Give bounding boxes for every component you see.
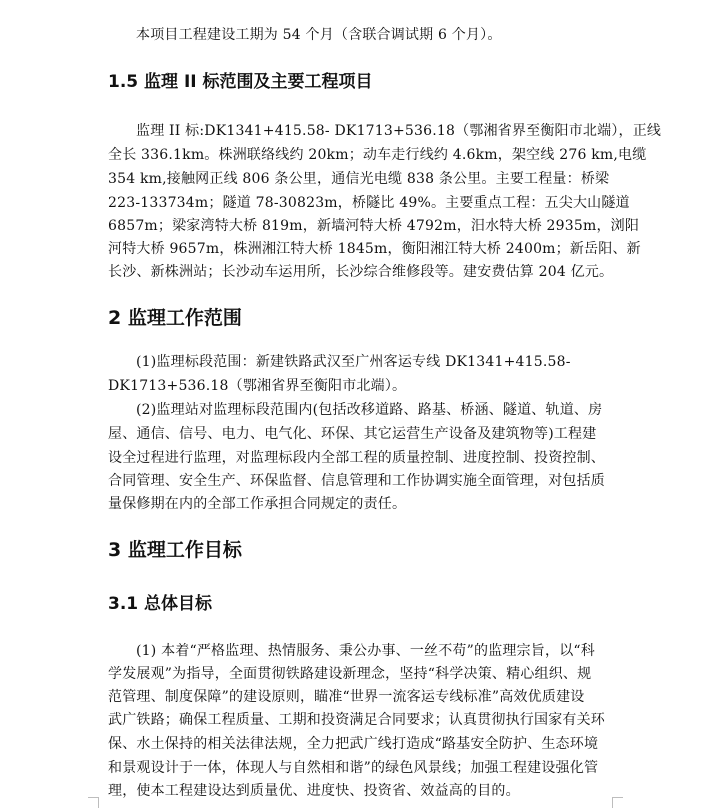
- section-heading-2: 2 监理工作范围: [108, 307, 242, 329]
- section-heading-1-5: 1.5 监理 II 标范围及主要工程项目: [108, 72, 373, 92]
- paragraph-overall-goal-line: 理，使本工程建设达到质量优、进度快、投资省、效益高的目的。: [108, 783, 520, 799]
- paragraph-overall-goal-line: 武广铁路；确保工程质量、工期和投资满足合同要求；认真贯彻执行国家有关环: [108, 712, 605, 728]
- paragraph-scope-line: 354 km,接触网正线 806 条公里，通信光电缆 838 条公里。主要工程量：桥梁: [108, 171, 610, 187]
- paragraph-overall-goal-line: (1) 本着“严格监理、热情服务、秉公办事、一丝不苟”的监理宗旨，以“科: [136, 643, 595, 659]
- paragraph-overall-goal-line: 和景观设计于一体，体现人与自然相和谐”的绿色风景线；加强工程建设强化管: [108, 760, 599, 776]
- paragraph-scope-line: 长沙、新株洲站；长沙动车运用所，长沙综合维修段等。建安费估算 204 亿元。: [108, 264, 614, 280]
- paragraph-supervision-range-line: 合同管理、安全生产、环保监督、信息管理和工作协调实施全面管理，对包括质: [108, 473, 605, 489]
- page-margin-mark-left: [88, 797, 99, 808]
- paragraph-overall-goal-line: 范管理、制度保障”的建设原则，瞄准“世界一流客运专线标准”高效优质建设: [108, 689, 585, 705]
- paragraph-supervision-range-line: 量保修期在内的全部工作承担合同规定的责任。: [108, 496, 407, 512]
- paragraph-scope-line: 223-133734m；隧道 78-30823m，桥隧比 49%。主要重点工程：五尖大山隧道: [108, 195, 630, 211]
- paragraph-scope-line: 监理 II 标:DK1341+415.58- DK1713+536.18（鄂湘省界至衡阳市北端），正线: [136, 123, 662, 139]
- paragraph-overall-goal-line: 学发展观”为指导，全面贯彻铁路建设新理念，坚持“科学决策、精心组织、规: [108, 666, 592, 682]
- paragraph-overall-goal-line: 保、水土保持的相关法律法规，全力把武广线打造成“路基安全防护、生态环境: [108, 736, 599, 752]
- paragraph-supervision-range-line: 屋、通信、信号、电力、电气化、环保、其它运营生产设备及建筑物等)工程建: [108, 426, 597, 442]
- page-margin-mark-right: [612, 797, 623, 808]
- paragraph-scope-line: 河特大桥 9657m，株洲湘江特大桥 1845m，衡阳湘江特大桥 2400m；新岳阳、新: [108, 241, 641, 257]
- section-heading-3: 3 监理工作目标: [108, 539, 242, 561]
- section-heading-3-1: 3.1 总体目标: [108, 594, 213, 614]
- paragraph-supervision-range-line: (2)监理站对监理标段范围内(包括改移道路、路基、桥涵、隧道、轨道、房: [136, 402, 603, 418]
- paragraph-scope-line: 6857m；梁家湾特大桥 819m，新墙河特大桥 4792m，汨水特大桥 2935m，浏阳: [108, 218, 640, 234]
- paragraph-supervision-range-line: DK1713+536.18（鄂湘省界至衡阳市北端）。: [108, 378, 407, 394]
- paragraph-construction-period: 本项目工程建设工期为 54 个月（含联合调试期 6 个月）。: [136, 27, 502, 43]
- paragraph-supervision-range-line: (1)监理标段范围：新建铁路武汉至广州客运专线 DK1341+415.58-: [136, 354, 571, 370]
- paragraph-scope-line: 全长 336.1km。株洲联络线约 20km；动车走行线约 4.6km，架空线 276 km,电缆: [108, 147, 647, 163]
- paragraph-supervision-range-line: 设全过程进行监理，对监理标段内全部工程的质量控制、进度控制、投资控制、: [108, 450, 605, 466]
